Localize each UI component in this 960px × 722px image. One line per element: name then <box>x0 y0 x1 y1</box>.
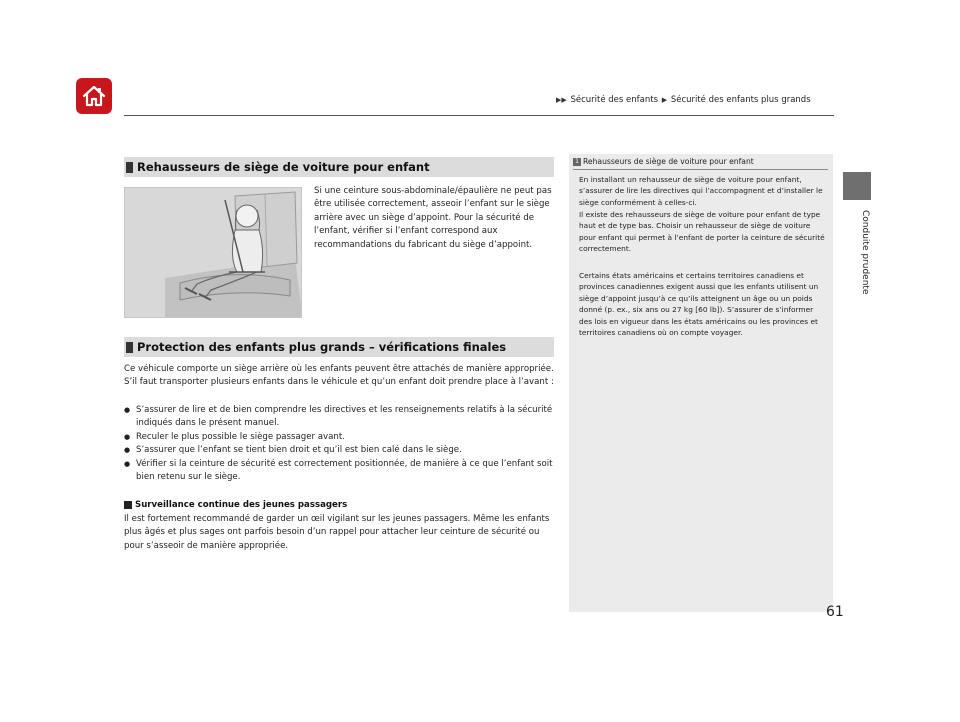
square-icon <box>126 162 133 173</box>
triangle-right-icon: ▶ <box>661 96 668 104</box>
final-checks-intro: Ce véhicule comporte un siège arrière où les enfants peuvent être attachés de manière appropriée. S’il faut transporter plusieurs enfants dans le véhicule et qu’un enfant doit prendre place à l’avant : <box>124 364 554 388</box>
breadcrumb <box>555 95 811 105</box>
section-header-final-checks <box>124 337 554 357</box>
list-item: ● S’assurer de lire et de bien comprendre les directives et les renseignements relatifs à la sécurité indiqués dans le présent manuel. <box>124 404 556 431</box>
final-checks-list <box>124 404 556 484</box>
child-booster-seat-illustration <box>124 187 302 318</box>
sidebar-paragraph: En installant un rehausseur de siège de voiture pour enfant, s’assurer de lire les directives qui l’accompagnent et d’installer le siège conformément à celles-ci. <box>579 175 823 207</box>
chapter-label: Conduite prudente <box>860 210 870 295</box>
booster-seat-description: Si une ceinture sous-abdominale/épaulière ne peut pas être utilisée correctement, asseoir l’enfant sur le siège arrière avec un siège d’appoint. Pour la sécurité de l’enfant, vérifier si l’enfant correspond aux recommandations du fabricant du siège d’appoint. <box>314 186 552 250</box>
breadcrumb-item-child-safety[interactable]: Sécurité des enfants <box>570 95 659 105</box>
home-button[interactable] <box>76 78 112 114</box>
breadcrumb-item-older-child-safety[interactable]: Sécurité des enfants plus grands <box>670 95 811 105</box>
header-divider <box>124 115 834 116</box>
sidebar-title-text: Rehausseurs de siège de voiture pour enfant <box>583 157 754 166</box>
section-header-booster-seats <box>124 157 554 177</box>
square-icon <box>124 501 132 509</box>
section-title: Protection des enfants plus grands – vérifications finales <box>137 340 507 354</box>
subsection-header-supervision <box>124 500 347 510</box>
section-title: Rehausseurs de siège de voiture pour enfant <box>137 160 430 174</box>
supervision-text: Il est fortement recommandé de garder un œil vigilant sur les jeunes passagers. Même les enfants plus âgés et plus sages ont parfois besoin d’un rappel pour attacher leur ceinture de sécurité ou pour s’asseoir de manière appropriée. <box>124 514 550 551</box>
triangle-right-icon: ▶▶ <box>556 96 567 104</box>
home-icon <box>81 84 107 108</box>
list-item: ● S’assurer que l’enfant se tient bien droit et qu’il est bien calé dans le siège. <box>124 444 556 457</box>
list-item: ● Vérifier si la ceinture de sécurité est correctement positionnée, de manière à ce que l’enfant soit bien retenu sur le siège. <box>124 458 556 485</box>
reference-number-icon: 1 <box>573 158 581 166</box>
subsection-title: Surveillance continue des jeunes passagers <box>135 500 348 510</box>
chapter-tab[interactable] <box>843 172 871 200</box>
square-icon <box>126 342 133 353</box>
list-item: ● Reculer le plus possible le siège passager avant. <box>124 431 556 444</box>
sidebar-paragraph: Il existe des rehausseurs de siège de voiture pour enfant de type haut et de type bas. Choisir un rehausseur de siège de voiture pour enfant qui permet à l’enfant de porter la ceinture de sécurité correctement. <box>579 210 825 254</box>
sidebar-divider <box>573 169 828 170</box>
sidebar-title[interactable] <box>573 157 754 166</box>
sidebar-paragraph: Certains états américains et certains territoires canadiens et provinces canadiennes exigent aussi que les enfants utilisent un siège d’appoint jusqu’à ce qu’ils atteignent un âge ou un poids donné (p. ex., six ans ou 27 kg [60 lb]). S’assurer de s’informer des lois en vigueur dans les états américains ou les provinces et territoires canadiens où on compte voyager. <box>579 271 819 338</box>
page-number: 61 <box>826 604 844 620</box>
